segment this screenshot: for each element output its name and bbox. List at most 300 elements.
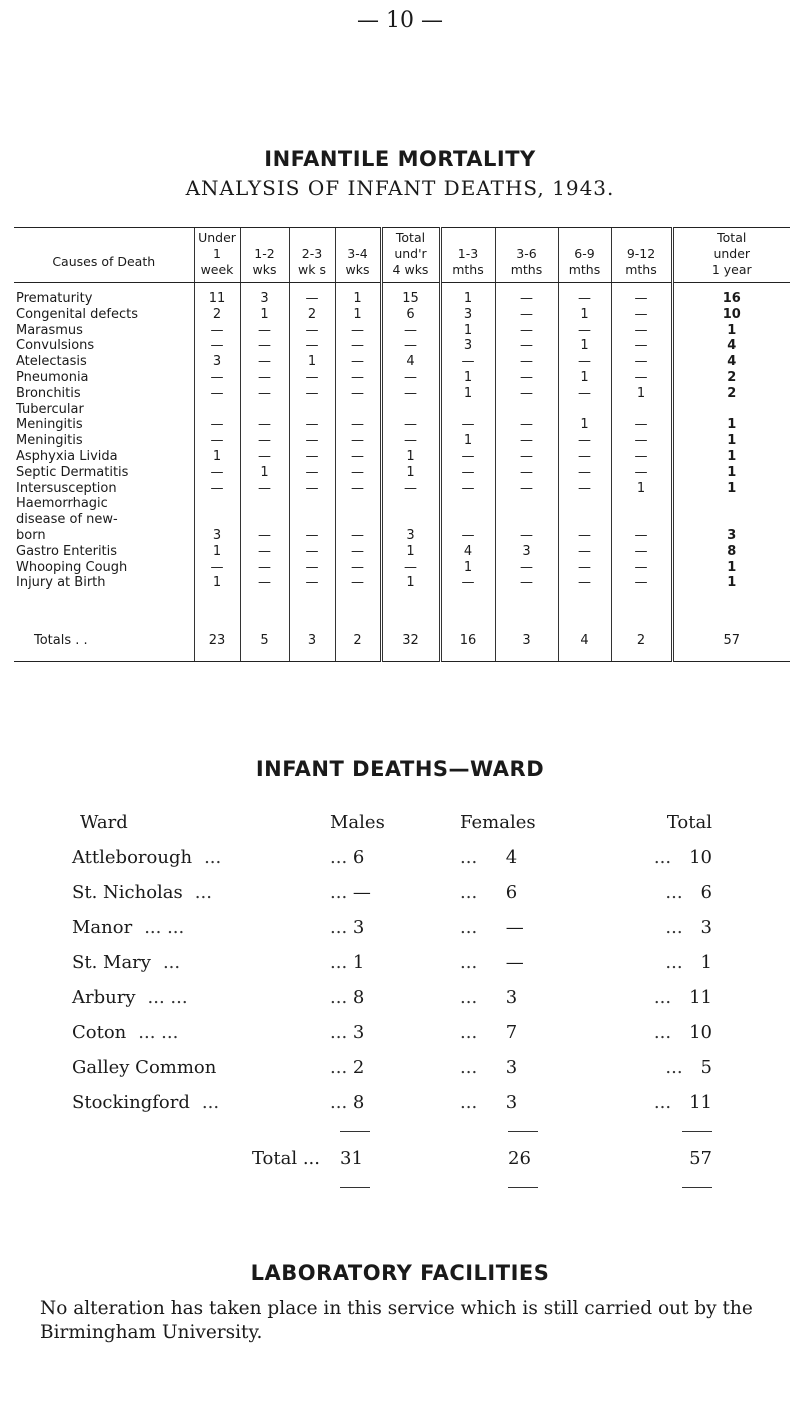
header-col-line: Total	[395, 230, 426, 245]
table-row	[14, 354, 790, 370]
cell-value: 1	[335, 307, 381, 323]
totals-value: 57	[672, 621, 790, 662]
header-col-line	[290, 230, 335, 246]
cell-value	[194, 512, 240, 528]
ward-females-value: 3	[505, 987, 518, 1008]
header-col-line: mths	[568, 262, 601, 277]
cell-value: 15	[381, 291, 440, 307]
cell-value: —	[194, 417, 240, 433]
cell-value: —	[240, 323, 289, 339]
table-row	[14, 575, 790, 591]
cell-value: —	[381, 417, 440, 433]
cell-value: —	[194, 370, 240, 386]
cell-value: 3	[240, 291, 289, 307]
ward-row	[72, 1050, 712, 1085]
cell-value: —	[558, 386, 611, 402]
causes-of-death-table	[14, 227, 790, 662]
cell-value	[289, 402, 335, 418]
cell-value: 3	[440, 307, 495, 323]
cause-name: Gastro Enteritis	[16, 543, 118, 559]
cell-value: —	[495, 386, 558, 402]
table-row	[14, 323, 790, 339]
rule-row	[72, 1176, 712, 1197]
ward-total-value: 1	[700, 952, 712, 973]
cell-value: —	[611, 354, 672, 370]
cell-value: 3	[194, 354, 240, 370]
cell-value: —	[289, 575, 335, 591]
cell-value: 1	[672, 433, 790, 449]
causes-table-body	[14, 283, 790, 662]
ward-males: ... 3	[330, 1022, 365, 1043]
cell-value: 1	[240, 307, 289, 323]
table-row	[14, 481, 790, 497]
cause-name: Injury at Birth	[16, 575, 106, 591]
cell-value: —	[194, 338, 240, 354]
cell-value: —	[289, 560, 335, 576]
cell-value: 1	[440, 291, 495, 307]
ward-males: ... 6	[330, 847, 365, 868]
cell-value: —	[335, 465, 381, 481]
cell-value: —	[240, 528, 289, 544]
cell-value: —	[440, 465, 495, 481]
header-col-6	[495, 228, 558, 283]
cell-value	[495, 512, 558, 528]
cell-value: —	[495, 433, 558, 449]
ward-name-cell	[72, 875, 330, 910]
ward-males-value: 8	[352, 1092, 365, 1113]
ward-females: ... 3	[460, 1057, 518, 1078]
cell-value: —	[611, 560, 672, 576]
ward-row	[72, 1015, 712, 1050]
cell-value: —	[440, 417, 495, 433]
ward-total-males: 31	[340, 1148, 363, 1169]
ward-females-value: 7	[505, 1022, 518, 1043]
ward-row	[72, 945, 712, 980]
cell-value: 1	[672, 575, 790, 591]
header-col-5	[440, 228, 495, 283]
ward-table-body	[72, 840, 712, 1197]
cell-value: —	[240, 338, 289, 354]
table-row	[14, 291, 790, 307]
ward-total: ... 10	[653, 1022, 712, 1043]
header-col-line	[612, 230, 671, 246]
cell-value: 1	[194, 449, 240, 465]
table-row	[14, 417, 790, 433]
cell-value: —	[335, 560, 381, 576]
cell-value: 3	[194, 528, 240, 544]
cell-value: —	[611, 291, 672, 307]
cell-value: —	[558, 465, 611, 481]
header-col-4	[381, 228, 440, 283]
cell-value: —	[381, 370, 440, 386]
header-cause: Causes of Death	[14, 228, 194, 283]
cause-name: Marasmus	[16, 322, 83, 338]
header-col-line: Total	[717, 230, 747, 245]
ward-females: ... —	[460, 952, 524, 973]
cell-value: —	[558, 291, 611, 307]
header-col-line	[559, 230, 611, 246]
cell-value: —	[558, 449, 611, 465]
cell-value: 10	[672, 307, 790, 323]
cell-value: —	[381, 481, 440, 497]
ward-leader: ... ...	[147, 987, 188, 1008]
ward-name: Manor	[72, 917, 133, 938]
table-row	[14, 307, 790, 323]
cell-value: —	[240, 370, 289, 386]
totals-value: 32	[381, 621, 440, 662]
cell-value: 1	[558, 417, 611, 433]
header-col-7	[558, 228, 611, 283]
ward-leader: ... ...	[138, 1022, 179, 1043]
cell-value: —	[611, 449, 672, 465]
cause-name: Meningitis	[16, 417, 83, 433]
cell-value: —	[495, 465, 558, 481]
cell-value: 4	[440, 544, 495, 560]
cell-value: 16	[672, 291, 790, 307]
ward-total-value: 11	[689, 987, 712, 1008]
cell-value: —	[440, 481, 495, 497]
ward-females: ... —	[460, 917, 524, 938]
cell-value	[440, 512, 495, 528]
ward-total: ... 10	[653, 847, 712, 868]
cell-value: —	[194, 481, 240, 497]
cell-value: —	[240, 433, 289, 449]
cell-value: —	[381, 433, 440, 449]
cell-value	[335, 512, 381, 528]
cell-value: 6	[381, 307, 440, 323]
ward-males: ... 8	[330, 987, 365, 1008]
ward-total: ... 3	[665, 917, 712, 938]
ward-name: Coton	[72, 1022, 127, 1043]
cell-value	[335, 402, 381, 418]
cell-value: —	[289, 465, 335, 481]
ward-total-total: 57	[689, 1148, 712, 1169]
cell-value: 11	[194, 291, 240, 307]
ward-total-value: 5	[700, 1057, 712, 1078]
cell-value: —	[611, 323, 672, 339]
cell-value: 1	[381, 465, 440, 481]
cause-name: Prematurity	[16, 291, 93, 306]
page-number: — 10 —	[357, 8, 443, 33]
cell-value: —	[495, 449, 558, 465]
cell-value	[558, 512, 611, 528]
table-row	[14, 560, 790, 576]
ward-total: ... 11	[653, 1092, 712, 1113]
ward-females-value: 4	[505, 847, 518, 868]
section-title-infantile-mortality: INFANTILE MORTALITY	[264, 147, 536, 171]
cell-value: —	[289, 417, 335, 433]
cell-value	[672, 512, 790, 528]
cell-value: —	[611, 338, 672, 354]
cell-value: —	[558, 528, 611, 544]
cell-value: —	[240, 544, 289, 560]
cell-value: 1	[289, 354, 335, 370]
cell-value: —	[558, 354, 611, 370]
table-row	[14, 386, 790, 402]
cell-value	[558, 496, 611, 512]
cell-value: 1	[558, 338, 611, 354]
header-col-line: 1-2	[254, 246, 275, 261]
ward-name: Stockingford	[72, 1092, 190, 1113]
cell-value	[289, 496, 335, 512]
cell-value	[240, 496, 289, 512]
ward-males: ... 8	[330, 1092, 365, 1113]
cell-value	[240, 512, 289, 528]
cell-value: —	[558, 544, 611, 560]
ward-females: ... 4	[460, 847, 518, 868]
cell-value: —	[240, 354, 289, 370]
cell-value: —	[495, 481, 558, 497]
cell-value	[440, 402, 495, 418]
ward-total-value: 6	[700, 882, 712, 903]
ward-name-cell	[72, 945, 330, 980]
cell-value: —	[558, 575, 611, 591]
header-col-line: mths	[452, 262, 484, 277]
header-col-line: wks	[252, 262, 277, 277]
cause-name: Whooping Cough	[16, 559, 128, 575]
ward-row	[72, 1085, 712, 1120]
section-title-laboratory: LABORATORY FACILITIES	[250, 1261, 550, 1285]
ward-females-value: 3	[505, 1092, 518, 1113]
ward-males-value: —	[352, 882, 371, 903]
cell-value: —	[289, 449, 335, 465]
cell-value: —	[335, 417, 381, 433]
table-row	[14, 338, 790, 354]
cell-value: —	[381, 560, 440, 576]
cell-value: —	[335, 338, 381, 354]
ward-males-value: 3	[352, 1022, 365, 1043]
header-col-line: 4 wks	[392, 262, 429, 277]
totals-value: 3	[289, 621, 335, 662]
cell-value: —	[440, 449, 495, 465]
cell-value	[611, 496, 672, 512]
ward-name: St. Nicholas	[72, 882, 183, 903]
cell-value: 1	[672, 417, 790, 433]
ward-males-value: 1	[352, 952, 365, 973]
header-col-line: 1	[213, 246, 221, 261]
cell-value: —	[289, 338, 335, 354]
cause-name: Convulsions	[16, 338, 95, 354]
cell-value: —	[495, 323, 558, 339]
ward-total: ... 1	[665, 952, 712, 973]
section-title-infant-deaths-ward: INFANT DEATHS—WARD	[255, 757, 545, 781]
cell-value: —	[611, 433, 672, 449]
rule-row	[72, 1120, 712, 1141]
cell-value	[381, 402, 440, 418]
ward-males-value: 2	[352, 1057, 365, 1078]
header-col-line	[442, 230, 495, 246]
cell-value: 1	[381, 449, 440, 465]
cell-value: 2	[672, 386, 790, 402]
cell-value	[335, 496, 381, 512]
cause-name: born	[16, 527, 46, 543]
cell-value: —	[495, 417, 558, 433]
totals-value: 23	[194, 621, 240, 662]
ward-males-value: 6	[352, 847, 365, 868]
cell-value: —	[381, 386, 440, 402]
table-row	[14, 465, 790, 481]
cell-value: —	[289, 544, 335, 560]
cell-value: 1	[194, 544, 240, 560]
cell-value: 3	[495, 544, 558, 560]
ward-females-value: —	[505, 952, 524, 973]
ward-leader: ... ...	[144, 917, 185, 938]
ward-males-value: 3	[352, 917, 365, 938]
cell-value	[289, 512, 335, 528]
section-subtitle-analysis: ANALYSIS OF INFANT DEATHS, 1943.	[185, 176, 615, 200]
cell-value	[495, 496, 558, 512]
cell-value: —	[335, 370, 381, 386]
ward-total: ... 5	[665, 1057, 712, 1078]
cell-value: —	[335, 323, 381, 339]
cell-value: —	[335, 481, 381, 497]
cell-value	[611, 512, 672, 528]
cell-value: —	[335, 354, 381, 370]
ward-total-value: 10	[689, 1022, 712, 1043]
cell-value: —	[335, 449, 381, 465]
header-col-line	[336, 230, 380, 246]
cell-value: —	[495, 354, 558, 370]
ward-name: Arbury	[72, 987, 136, 1008]
cell-value: 1	[440, 560, 495, 576]
ward-leader: ...	[194, 882, 212, 903]
cell-value: —	[289, 528, 335, 544]
table-row	[14, 433, 790, 449]
header-col-9	[672, 228, 790, 283]
totals-value: 5	[240, 621, 289, 662]
ward-row	[72, 840, 712, 875]
cell-value	[381, 496, 440, 512]
cell-value: —	[495, 575, 558, 591]
cell-value	[194, 402, 240, 418]
header-col-2	[289, 228, 335, 283]
totals-value: 2	[335, 621, 381, 662]
header-col-line: 1 year	[711, 262, 752, 277]
cell-value: —	[289, 386, 335, 402]
cell-value: 1	[558, 370, 611, 386]
cell-value: 1	[672, 465, 790, 481]
header-col-8	[611, 228, 672, 283]
header-col-line	[496, 230, 558, 246]
laboratory-paragraph: No alteration has taken place in this service which is still carried out by the Birmingham University.	[40, 1298, 753, 1343]
ward-females: ... 6	[460, 882, 518, 903]
cause-name: Atelectasis	[16, 354, 87, 370]
ward-males: ... 3	[330, 917, 365, 938]
ward-females-value: 6	[505, 882, 518, 903]
cause-name: Pneumonia	[16, 369, 89, 385]
ward-females: ... 3	[460, 1092, 518, 1113]
ward-males: ... 2	[330, 1057, 365, 1078]
header-col-line: 1-3	[457, 246, 479, 261]
cell-value	[611, 402, 672, 418]
cell-value: —	[289, 370, 335, 386]
ward-total-value: 10	[689, 847, 712, 868]
cell-value: —	[194, 386, 240, 402]
cell-value: 1	[672, 449, 790, 465]
ward-total: ... 6	[665, 882, 712, 903]
ward-males: ... —	[330, 882, 371, 903]
cell-value: —	[440, 354, 495, 370]
ward-females: ... 7	[460, 1022, 518, 1043]
cell-value: 4	[381, 354, 440, 370]
cell-value: —	[240, 481, 289, 497]
cell-value: —	[194, 323, 240, 339]
header-females: Females	[460, 812, 536, 833]
cell-value: —	[558, 560, 611, 576]
cell-value: —	[381, 338, 440, 354]
ward-name: St. Mary	[72, 952, 151, 973]
ward-table	[72, 805, 712, 1197]
cell-value: —	[335, 575, 381, 591]
cell-value: —	[289, 433, 335, 449]
cell-value: —	[289, 481, 335, 497]
header-col-line: mths	[510, 262, 543, 277]
cell-value: 1	[672, 323, 790, 339]
table-row	[14, 512, 790, 528]
cell-value: —	[194, 433, 240, 449]
ward-row	[72, 980, 712, 1015]
ward-total-value: 11	[689, 1092, 712, 1113]
ward-total-females: 26	[508, 1148, 531, 1169]
cell-value: 1	[381, 544, 440, 560]
table-row	[14, 449, 790, 465]
cell-value	[672, 402, 790, 418]
cell-value: 2	[194, 307, 240, 323]
totals-value: 2	[611, 621, 672, 662]
cell-value: —	[440, 528, 495, 544]
cell-value: —	[335, 544, 381, 560]
header-col-line: wks	[345, 262, 370, 277]
cell-value: —	[495, 370, 558, 386]
cell-value: 1	[611, 481, 672, 497]
ward-leader: ...	[204, 847, 222, 868]
header-col-line: 3-4	[347, 246, 368, 261]
header-col-line: under	[713, 246, 751, 261]
header-col-line: Under	[198, 230, 236, 245]
cell-value: —	[240, 386, 289, 402]
header-col-line: 2-3	[301, 246, 323, 261]
cell-value: —	[289, 323, 335, 339]
cause-name: Meningitis	[16, 433, 83, 449]
cell-value: —	[194, 560, 240, 576]
ward-total: ... 11	[653, 987, 712, 1008]
header-col-line: und'r	[394, 246, 427, 261]
cell-value: 3	[672, 528, 790, 544]
table-row	[14, 544, 790, 560]
cell-value	[558, 402, 611, 418]
ward-name-cell	[72, 1015, 330, 1050]
cell-value: 1	[335, 291, 381, 307]
ward-leader: ...	[162, 952, 181, 973]
ward-name-cell	[72, 980, 330, 1015]
ward-name: Attleborough	[72, 847, 193, 868]
cell-value: 1	[611, 386, 672, 402]
cause-name: Septic Dermatitis	[16, 464, 129, 480]
totals-value: 3	[495, 621, 558, 662]
cell-value: —	[289, 291, 335, 307]
cell-value: —	[240, 417, 289, 433]
header-col-line: 6-9	[574, 246, 595, 261]
cell-value	[240, 402, 289, 418]
ward-name: Galley Common	[72, 1057, 217, 1078]
cell-value: —	[194, 465, 240, 481]
cause-name: Tubercular	[16, 401, 84, 417]
cell-value	[194, 496, 240, 512]
table-row	[14, 370, 790, 386]
cell-value: 8	[672, 544, 790, 560]
cause-name: Intersusception	[16, 480, 117, 496]
header-col-line: week	[200, 262, 234, 277]
